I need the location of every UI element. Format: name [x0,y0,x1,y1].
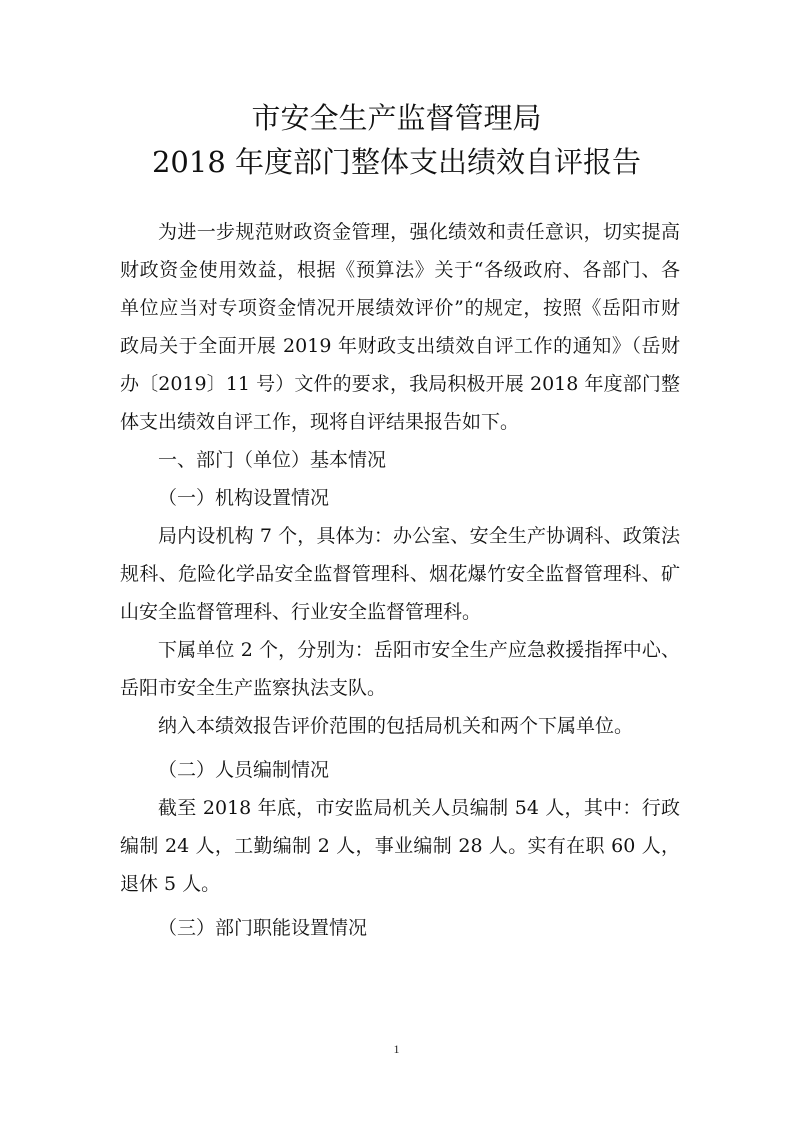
scope-paragraph: 纳入本绩效报告评价范围的包括局机关和两个下属单位。 [158,715,634,737]
organization-paragraph: 局内设机构 7 个，具体为：办公室、安全生产协调科、政策法规科、危险化学品安全监督管理科、烟花爆竹安全监督管理科、矿山安全监督管理科、行业安全监督管理科。 [120,525,680,623]
intro-paragraph: 为进一步规范财政资金管理，强化绩效和责任意识，切实提高财政资金使用效益，根据《预算法》关于“各级政府、各部门、各单位应当对专项资金情况开展绩效评价”的规定，按照《岳阳市财政局关于全面开展 2019 年财政支出绩效自评工作的通知》（岳财办〔2019〕11 号）文件的要求，我局积极开展 2018 年度部门整体支出绩效自评工作，现将自评结果报告如下。 [120,221,680,433]
staffing-paragraph: 截至 2018 年底，市安监局机关人员编制 54 人，其中：行政编制 24 人，工勤编制 2 人，事业编制 28 人。实有在职 60 人，退休 5 人。 [120,797,680,895]
subsection-heading-organization: （一）机构设置情况 [158,487,330,509]
document-title-line-1: 市安全生产监督管理局 [251,101,542,135]
subsection-heading-staffing: （二）人员编制情况 [158,759,330,781]
section-heading-basic-info: 一、部门（单位）基本情况 [158,449,387,471]
document-body [120,213,680,947]
subordinate-units-paragraph: 下属单位 2 个，分别为：岳阳市安全生产应急救援指挥中心、岳阳市安全生产监察执法支队。 [120,639,680,699]
page-number: 1 [393,1042,400,1056]
document-title-line-2: 2018 年度部门整体支出绩效自评报告 [151,145,642,179]
subsection-heading-functions: （三）部门职能设置情况 [158,917,368,939]
